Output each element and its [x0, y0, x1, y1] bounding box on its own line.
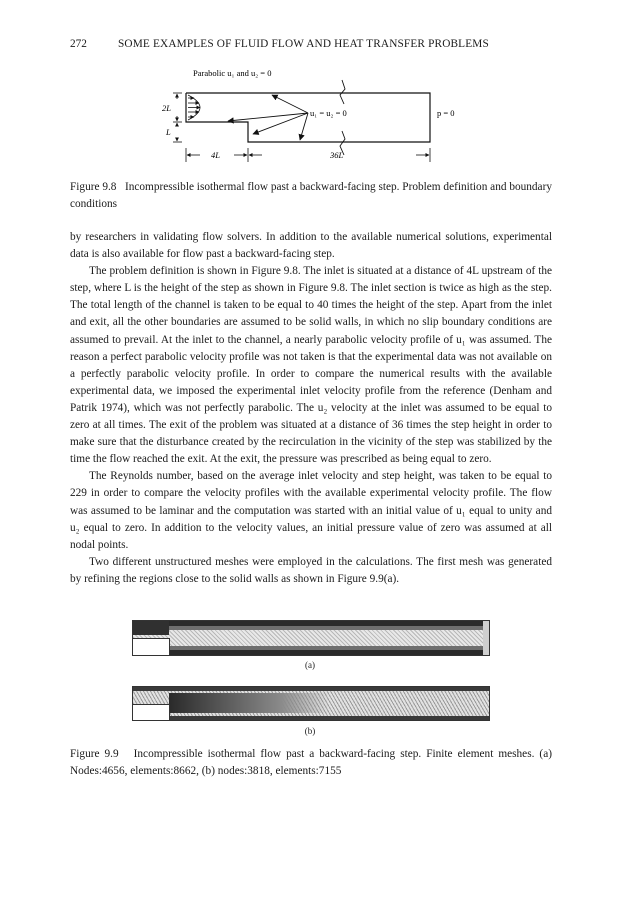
figure-9-9-a-label: (a): [305, 660, 315, 670]
parabolic-inlet-label: Parabolic u₁ and u₂ = 0: [193, 68, 272, 78]
inlet-height-label: 2L: [162, 103, 171, 113]
outlet-condition-label: p = 0: [437, 108, 455, 118]
step-height-label: L: [166, 127, 171, 137]
page-number: 272: [70, 38, 87, 50]
figure-9-9-b-label: (b): [304, 726, 316, 736]
mesh-b-image: [132, 686, 490, 721]
figure-9-8-diagram: [0, 0, 619, 175]
wall-condition-label: u₁ = u₂ = 0: [310, 108, 347, 118]
upstream-length-label: 4L: [211, 150, 220, 160]
running-title: SOME EXAMPLES OF FLUID FLOW AND HEAT TRANSFER PROBLEMS: [118, 38, 489, 50]
channel-outline: [186, 93, 430, 142]
paragraph-4: Two different unstructured meshes were employed in the calculations. The first mesh was generated by refining the regions close to the solid walls as shown in Figure 9.9(a).: [70, 555, 552, 585]
downstream-length-label: 36L: [330, 150, 344, 160]
paragraph-3: The Reynolds number, based on the average inlet velocity and step height, was taken to be equal to 229 in order to compare the velocity profiles with the available experimental velocity profile. The flow was assumed to be laminar and the computation was started with an initial value of u₁ equal to unity and u₂ equal to zero. In addition to the velocity values, an initial pressure value of zero was assumed at all nodal points.: [70, 470, 552, 551]
figure-9-8-caption-label: Figure 9.8: [70, 181, 117, 193]
figure-9-9-caption-text: Incompressible isothermal flow past a backward-facing step. Finite element meshes. (a) Nodes:4656, elements:8662, (b) nodes:3818, elements:7155: [70, 748, 552, 777]
figure-9-9-caption: [70, 746, 552, 780]
wall-boundary-arrows: [228, 95, 308, 140]
figure-9-8-caption: [70, 179, 552, 213]
body-text: [70, 229, 552, 588]
length-dimensions: [186, 148, 430, 162]
height-dimensions: [173, 93, 182, 142]
paragraph-2: The problem definition is shown in Figure 9.8. The inlet is situated at a distance of 4L upstream of the step, where L is the height of the step as shown in Figure 9.8. The inlet section is twice as high as the step. The total length of the channel is taken to be equal to 40 times the height of the step. Apart from the inlet and exit, all the other boundaries are assumed to be solid walls, in which no slip boundary conditions are assumed to prevail. At the inlet to the channel, a nearly parabolic velocity profile of u₁ was assumed. The reason a perfect parabolic velocity profile was not taken is that the experimental data was not available on a perfectly parabolic velocity profile. In order to compare the numerical results with the available experimental data, we imposed the experimental inlet velocity profile from the reference (Denham and Patrik 1974), which was not perfectly parabolic. The u₂ velocity at the inlet was assumed to be equal to zero at all times. The exit of the problem was situated at a distance of 36 times the step height in order to make sure that the disturbance created by the recirculation in the vicinity of the step was stabilized by the time the flow reached the exit. At the exit, the pressure was prescribed as being equal to zero.: [70, 265, 552, 466]
mesh-a-image: [132, 620, 490, 656]
inlet-velocity-profile: [188, 95, 200, 120]
break-mark-top: [340, 80, 345, 104]
figure-9-9-caption-label: Figure 9.9: [70, 748, 119, 760]
paragraph-1: by researchers in validating flow solvers. In addition to the available numerical solutions, experimental data is also available for flow past a backward-facing step.: [70, 231, 552, 261]
figure-9-8-caption-text: Incompressible isothermal flow past a backward-facing step. Problem definition and boundary conditions: [70, 181, 552, 210]
